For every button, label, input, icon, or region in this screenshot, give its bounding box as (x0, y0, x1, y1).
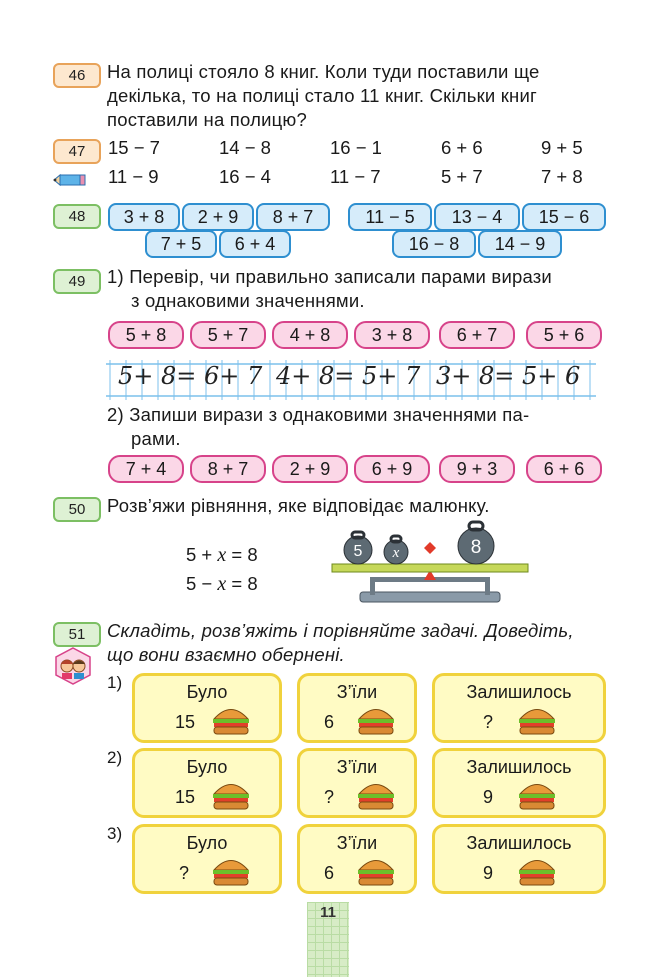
text-line: 2) Запиши вирази з однаковими значеннями па- (107, 404, 530, 425)
expression: 14 − 8 (219, 137, 271, 158)
task-label: 1) (107, 673, 123, 692)
box-title: З’їли (336, 757, 378, 777)
expression: 16 − 4 (219, 166, 271, 187)
pencil-icon (52, 170, 88, 190)
box-title: Залишилось (466, 833, 572, 853)
expression-box: 11 − 5 (348, 203, 432, 231)
expression-box: 8 + 7 (256, 203, 330, 231)
task-50-text: Розв’яжи рівняння, яке відповідає малюнку. (107, 495, 490, 516)
task-46-line: На полиці стояло 8 книг. Коли туди поставили ще (107, 61, 540, 82)
burger-icon (356, 857, 396, 887)
expression-pill: 7 + 4 (108, 455, 184, 483)
task-number-46: 46 (53, 63, 101, 88)
text-line: що вони взаємно обернені. (107, 644, 345, 665)
expression: 15 − 7 (108, 137, 160, 158)
task-46-line: поставили на полицю? (107, 109, 307, 130)
expression-pill: 3 + 8 (354, 321, 430, 349)
task-49-part-1-text (107, 265, 607, 313)
expression: 9 + 5 (541, 137, 583, 158)
expression-pill: 2 + 9 (272, 455, 348, 483)
box-title: Залишилось (466, 757, 572, 777)
expression: 11 − 9 (108, 166, 159, 187)
weight-5 (344, 532, 372, 564)
task-number-50: 50 (53, 497, 101, 522)
box-title: З’їли (336, 682, 378, 702)
eq-left: 5 + (186, 544, 213, 565)
task-box (297, 673, 417, 743)
burger-icon (517, 706, 557, 736)
handwritten-pair: 3+ 8= 5+ 6 (436, 362, 581, 390)
scale-icon (330, 520, 530, 608)
burger-icon (211, 706, 251, 736)
box-title: Було (186, 757, 228, 777)
task-box (432, 748, 606, 818)
eq-left: 5 − (186, 573, 213, 594)
expression-box: 2 + 9 (182, 203, 254, 231)
weight-x (384, 536, 408, 564)
eq-right: = 8 (231, 573, 258, 594)
handwritten-pair: 4+ 8= 5+ 7 (276, 362, 421, 390)
page-number-tab (307, 902, 349, 977)
eq-right: = 8 (231, 544, 258, 565)
equation-2 (186, 573, 258, 596)
burger-icon (211, 857, 251, 887)
box-value: 9 (483, 787, 494, 807)
expression-box: 3 + 8 (108, 203, 180, 231)
expression: 11 − 7 (330, 166, 381, 187)
task-label: 2) (107, 748, 123, 767)
box-value: ? (324, 787, 335, 807)
handwritten-pair: 5+ 8= 6+ 7 (118, 362, 263, 390)
eq-variable: x (217, 573, 227, 595)
expression-pill: 5 + 6 (526, 321, 602, 349)
expression-pill: 9 + 3 (439, 455, 515, 483)
burger-icon (356, 706, 396, 736)
task-number-51: 51 (53, 622, 101, 647)
expression-pill: 5 + 8 (108, 321, 184, 349)
box-title: Було (186, 833, 228, 853)
weight-label: 8 (470, 537, 482, 558)
expression: 5 + 7 (441, 166, 483, 187)
task-box (132, 824, 282, 894)
task-box (132, 673, 282, 743)
box-title: Залишилось (466, 682, 572, 702)
expression-pill: 6 + 9 (354, 455, 430, 483)
burger-icon (356, 781, 396, 811)
task-number-48: 48 (53, 204, 101, 229)
task-box (132, 748, 282, 818)
task-46-text (107, 60, 607, 132)
expression-box: 16 − 8 (392, 230, 476, 258)
expression-pill: 6 + 7 (439, 321, 515, 349)
task-box (297, 748, 417, 818)
burger-icon (517, 781, 557, 811)
task-49-part-2-text (107, 403, 607, 451)
task-number-47: 47 (53, 139, 101, 164)
text-line: 1) Перевір, чи правильно записали парами вирази (107, 266, 552, 287)
expression-box: 13 − 4 (434, 203, 520, 231)
expression-box: 14 − 9 (478, 230, 562, 258)
team-work-icon (53, 646, 93, 686)
eq-variable: x (217, 544, 227, 566)
weight-label: 5 (353, 543, 363, 560)
notebook-strip (106, 360, 596, 400)
box-value: ? (179, 863, 190, 883)
expression-pill: 5 + 7 (190, 321, 266, 349)
text-line: Складіть, розв’яжіть і порівняйте задачі. Доведіть, (107, 620, 574, 641)
box-title: Було (186, 682, 228, 702)
equation-1 (186, 544, 258, 567)
expression: 6 + 6 (441, 137, 483, 158)
box-value: 15 (175, 787, 196, 807)
expression-box: 7 + 5 (145, 230, 217, 258)
expression-pill: 4 + 8 (272, 321, 348, 349)
expression-pill: 8 + 7 (190, 455, 266, 483)
box-value: ? (483, 712, 494, 732)
weight-label: x (392, 545, 400, 561)
box-value: 15 (175, 712, 196, 732)
task-box (297, 824, 417, 894)
expression-box: 15 − 6 (522, 203, 606, 231)
task-box (432, 824, 606, 894)
text-line: з однаковими значеннями. (131, 290, 365, 311)
expression-pill: 6 + 6 (526, 455, 602, 483)
box-title: З’їли (336, 833, 378, 853)
burger-icon (517, 857, 557, 887)
box-value: 6 (324, 712, 335, 732)
text-line: рами. (131, 428, 181, 449)
box-value: 6 (324, 863, 335, 883)
task-number-49: 49 (53, 269, 101, 294)
task-46-line: декілька, то на полиці стало 11 книг. Скільки книг (107, 85, 537, 106)
task-box (432, 673, 606, 743)
expression: 16 − 1 (330, 137, 382, 158)
expression: 7 + 8 (541, 166, 583, 187)
page-number: 11 (320, 904, 336, 921)
burger-icon (211, 781, 251, 811)
expression-box: 6 + 4 (219, 230, 291, 258)
box-value: 9 (483, 863, 494, 883)
weight-8 (458, 522, 494, 564)
task-label: 3) (107, 824, 123, 843)
task-51-text (107, 619, 607, 667)
